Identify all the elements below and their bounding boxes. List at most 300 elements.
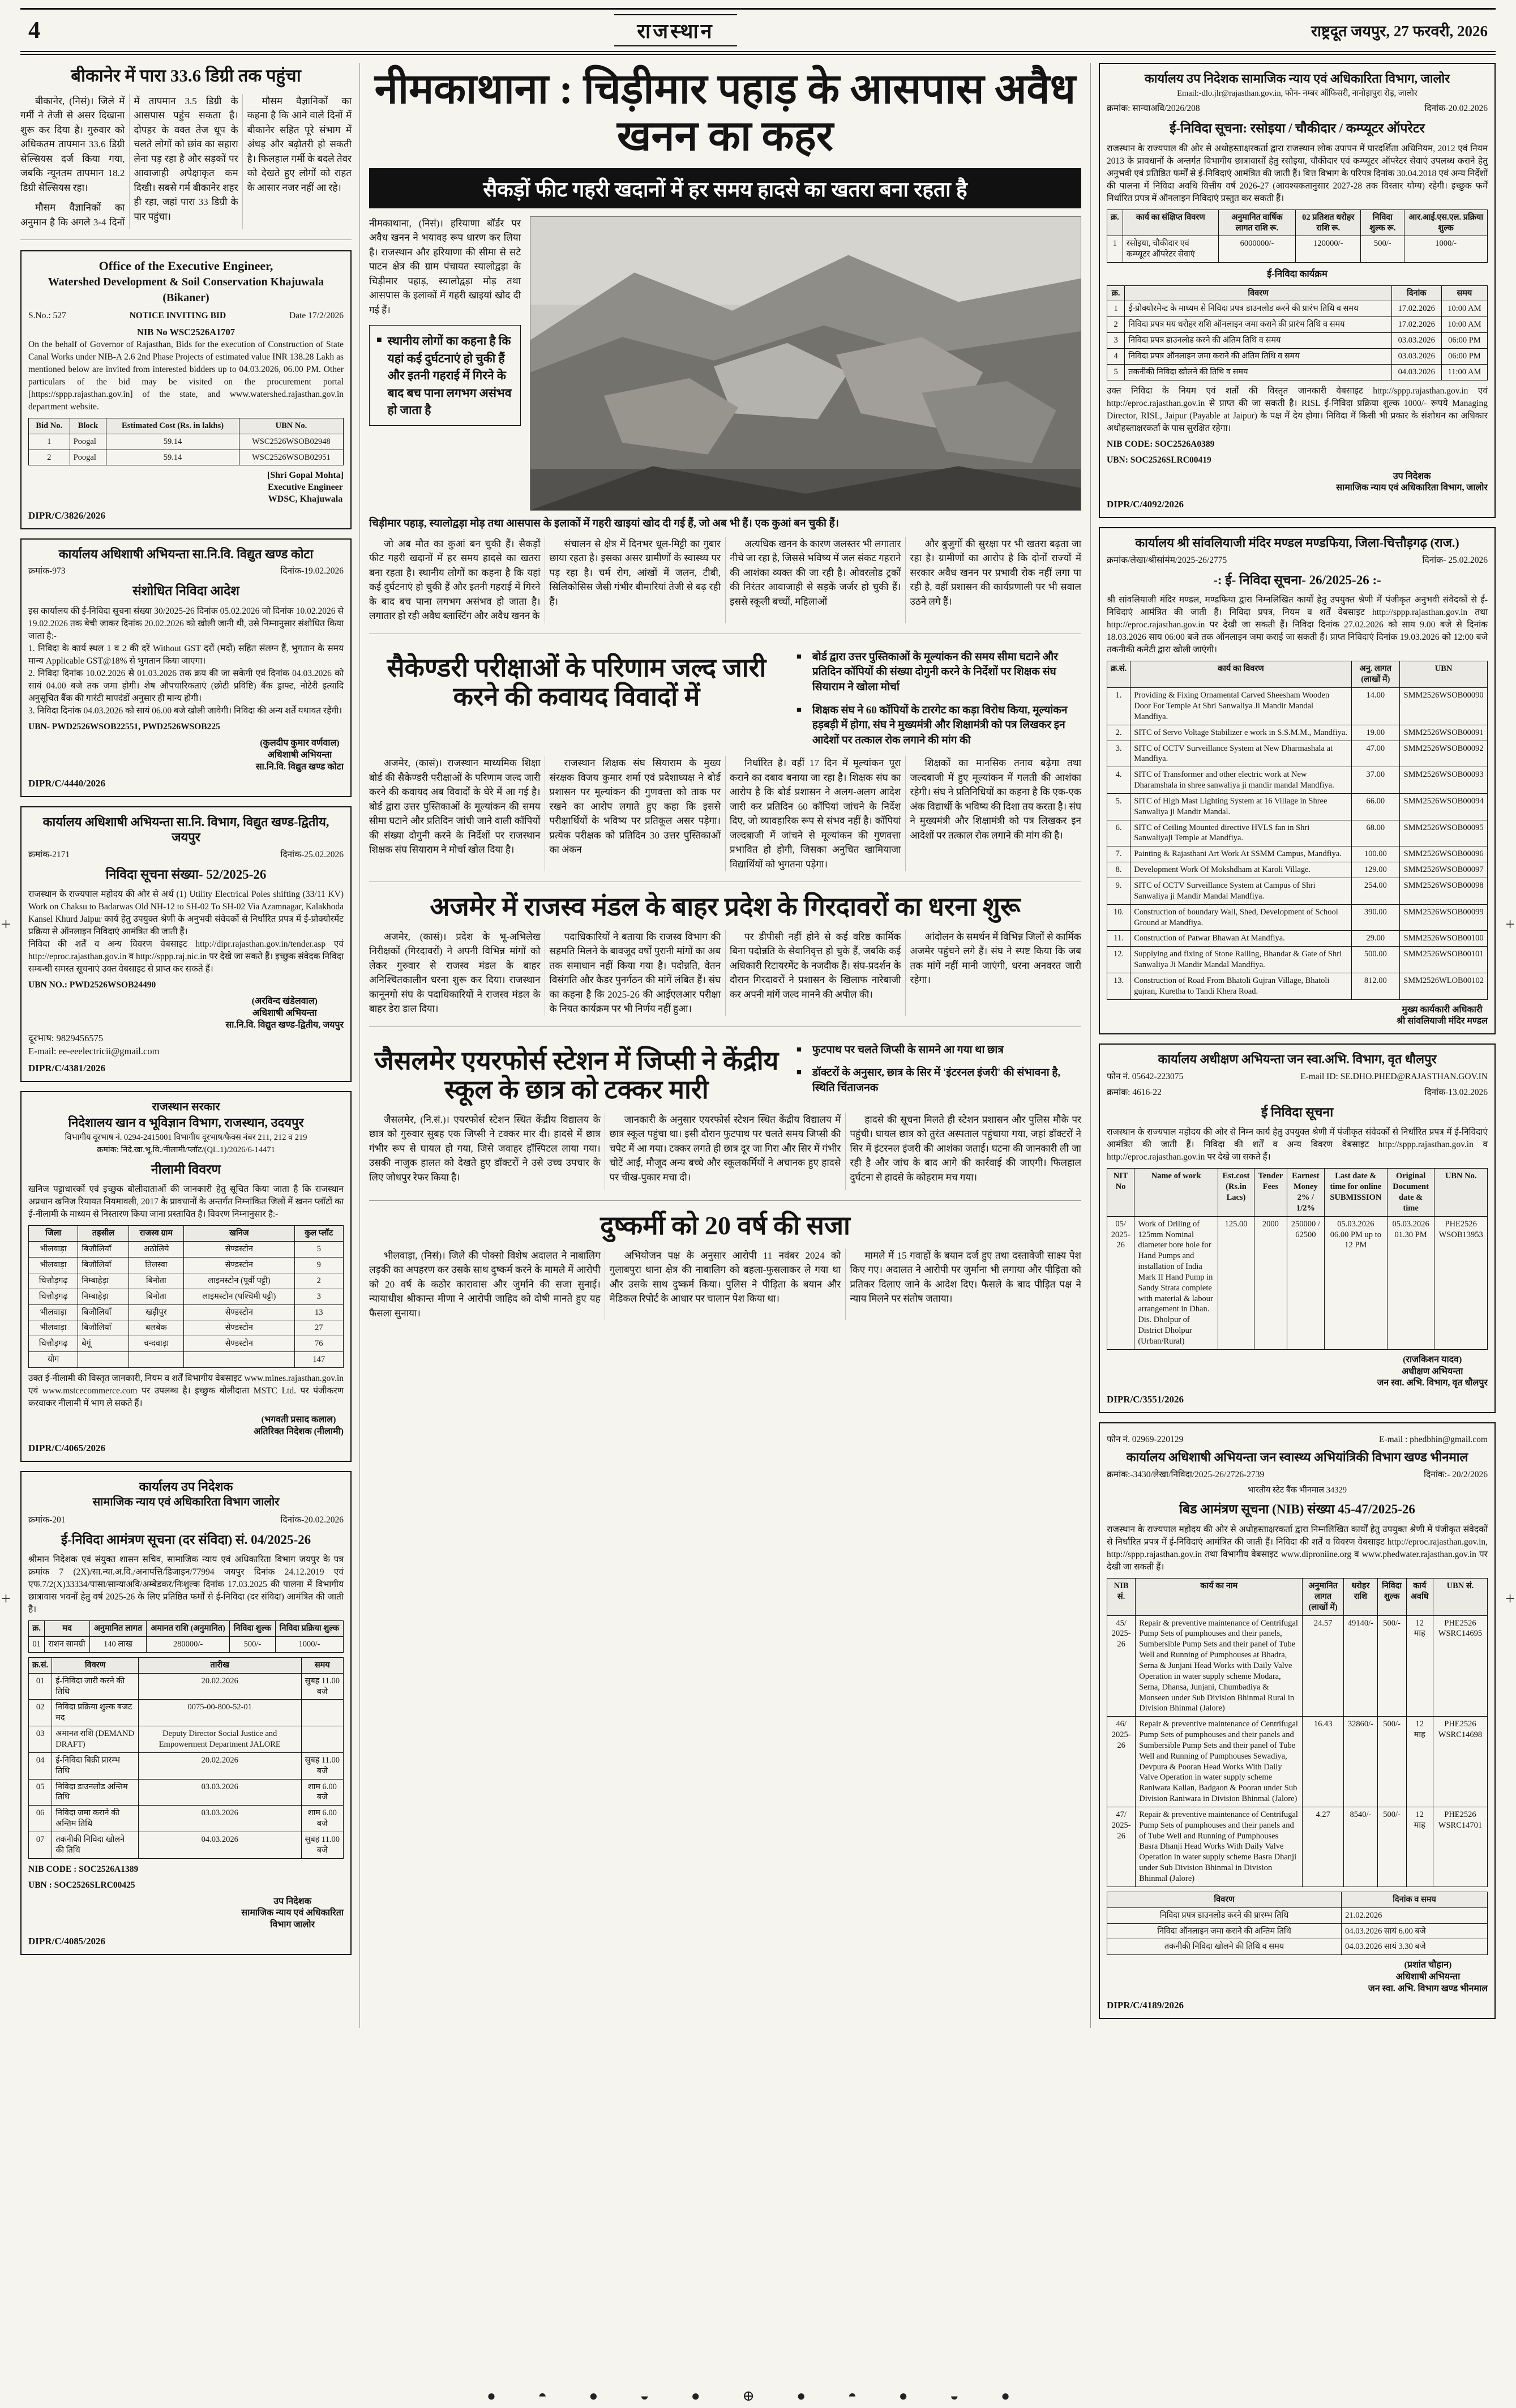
lead-headline: नीमकाथाना : चिड़ीमार पहाड़ के आसपास अवैध खनन का कहर [374, 66, 1076, 160]
article-paragraph: मामले में 15 गवाहों के बयान दर्ज हुए तथा दस्तावेजी साक्ष्य पेश किए गए। अदालत ने आरोपी पर जुर्माना भी लगाया और पीड़िता को प्रतिकर दिलाए जाने के आदेश दिए। फैसले के बाद पीड़ित पक्ष ने न्याय मिलने पर संतोष जताया। [850, 1250, 1081, 1304]
signatory-designation: अधिशाषी अभियन्ता [1395, 1972, 1461, 1982]
table-cell: 6. [1107, 820, 1130, 846]
table-cell: SMM2526WSOB00098 [1400, 878, 1488, 904]
column-header: निविदा शुल्क [1377, 1579, 1406, 1616]
notice-date: दिनांक-20.02.2026 [1424, 104, 1488, 114]
table-cell: निम्बाहेड़ा [78, 1289, 129, 1304]
table-cell: 100.00 [1351, 846, 1400, 862]
column-header: UBN सं. [1433, 1579, 1487, 1616]
table-cell [184, 1352, 294, 1368]
table-row [1107, 741, 1488, 767]
table-cell: 1000/- [1404, 236, 1488, 263]
article-headline: दुष्कर्मी को 20 वर्ष की सजा [600, 1211, 850, 1241]
meta-row [1107, 1469, 1488, 1481]
crop-mark: + [1505, 915, 1515, 934]
table-cell: निविदा प्रपत्र ऑनलाइन जमा कराने की अंतिम तिथि व समय [1125, 348, 1392, 364]
office-name: कार्यालय अधिशाषी अभियन्ता सा.नि.वि. विद्युत खण्ड कोटा [58, 546, 314, 561]
column-header: क्र. [29, 1621, 45, 1637]
column-header: कार्य का नाम [1136, 1579, 1303, 1616]
table-cell: 32860/- [1344, 1717, 1377, 1807]
table-header-row [1107, 1892, 1488, 1907]
signatory-name: उप निदेशक [273, 1896, 311, 1906]
table-cell: 05.03.2026 06.00 PM up to 12 PM [1324, 1216, 1387, 1349]
article-bullets [796, 644, 1081, 756]
notice-mines-auction [20, 1091, 352, 1462]
column-header: कुल प्लॉट [294, 1226, 343, 1242]
table-cell: 9. [1107, 878, 1130, 904]
table-cell: चित्तौड़गढ़ [29, 1336, 78, 1352]
column-header: क्र. [1107, 209, 1123, 236]
table-cell: बिजौलियाँ [78, 1258, 129, 1273]
table-cell: 19.00 [1351, 725, 1400, 741]
table-row [29, 1258, 344, 1273]
table-row [1107, 236, 1488, 263]
notice-title: संशोधित निविदा आदेश [132, 584, 239, 598]
table-cell: 07 [29, 1832, 52, 1858]
notice-date: दिनांक-13.02.2026 [1424, 1087, 1488, 1097]
table-cell: 8. [1107, 862, 1130, 878]
signatory-name: (कुलदीप कुमार वर्णवाल) [260, 738, 340, 749]
table-cell: 500/- [1361, 236, 1404, 263]
table-cell: चन्दवाड़ा [129, 1336, 184, 1352]
auction-plots-table [28, 1225, 344, 1368]
article-headline: सैकेण्डरी परीक्षाओं के परिणाम जल्द जारी करने की कवायद विवादों में [387, 653, 766, 712]
notice-date: दिनांक-20.02.2026 [280, 1515, 344, 1525]
table-cell: 45/ 2025-26 [1107, 1615, 1136, 1717]
table-cell: 04.03.2026 सायं 3.30 बजे [1342, 1939, 1488, 1955]
article-paragraph: अभियोजन पक्ष के अनुसार आरोपी 11 नवंबर 2024 को गुलाबपुरा थाना क्षेत्र की नाबालिग को बहला-फुसलाकर ले गया था और उसके साथ दुष्कर्म किया। पुलिस ने पीड़िता के बयान और मेडिकल रिपोर्ट के आधार पर चालान पेश किया था। [609, 1250, 841, 1304]
article-paragraph: पर डीपीसी नहीं होने से कई वरिष्ठ कार्मिक बिना पदोन्नति के सेवानिवृत्त हो चुके हैं, जबकि कई अधिकारी रिटायरमेंट के नजदीक हैं। संघ-प्रदर्शन के दौरान गिरदावरों ने प्रशासन के खिलाफ नारेबाजी कर अपनी मांगें जल्द मानने की अपील की। [730, 931, 901, 1000]
table-cell: 06:00 PM [1441, 333, 1487, 349]
article-paragraph: जैसलमेर, (नि.सं.)। एयरफोर्स स्टेशन स्थित केंद्रीय विद्यालय के छात्र को गुरुवार सुबह एक जिप्सी ने टक्कर मार दी। हादसे में छात्र गंभीर रूप से घायल हो गया, जिसे जवाहर हॉस्पिटल लाया गया। उसकी नाजुक हालत को देखते हुए डॉक्टरों ने उसे उच्च उपचार के लिए जोधपुर रेफर किया है। [369, 1114, 601, 1183]
column-header: विवरण [52, 1657, 139, 1673]
table-cell: 03.03.2026 [1391, 348, 1441, 364]
lead-photo [530, 216, 1081, 511]
table-cell: शाम 6.00 बजे [301, 1806, 343, 1832]
table-cell: 04.03.2026 सायं 6.00 बजे [1342, 1923, 1488, 1939]
table-header-row [1107, 661, 1488, 688]
table-cell: 3 [1107, 333, 1125, 349]
article-body [369, 1113, 1081, 1191]
table-row [29, 434, 344, 450]
office-email: E-mail: ee-eeelectricii@gmail.com [28, 1046, 160, 1057]
table-header-row [29, 1657, 344, 1673]
office-phone: फोन नं. 02969-220129 [1107, 1435, 1184, 1445]
column-header: क्र.सं. [1107, 661, 1130, 688]
column-header: NIB सं. [1107, 1579, 1136, 1616]
table-cell: 17.02.2026 [1391, 301, 1441, 317]
lead-paragraph: अत्यधिक खनन के कारण जलस्तर भी लगातार नीचे जा रहा है, जिससे भविष्य में जल संकट गहराने की आशंका व्यक्त की जा रही है। ओवरलोड ट्रकों की निरंतर आवाजाही से सड़कें जर्जर हो चुकी हैं। इससे स्कूली बच्चों, महिलाओं [730, 538, 901, 607]
notice-body: श्रीमान निदेशक एवं संयुक्त शासन सचिव, सामाजिक न्याय एवं अधिकारिता विभाग जयपुर के पत्र क्रमांक 7 (2X)/सा.न्या.अ.वि./अनापत्ति/डिजाइन/77994 जयपुर दिनांक 24.12.2019 एवं एफ.7/2(X)33334/पासा/सान्याअवि/अम्बेडकर/निःशुल्क दिनांक 17.03.2025 की पालना में विभागीय छात्रावास भवनों हेतु वर्ष 2025-26 के लिए प्रतिष्ठित फर्मों से ई-निविदा (दर संविदा) आमंत्रित की जाती है। [28, 1555, 344, 1615]
column-header: अनुमानित वार्षिक लागत राशि रू. [1218, 209, 1296, 236]
table-row [29, 1289, 344, 1304]
table-cell: PHE2526 WSRC14698 [1433, 1717, 1487, 1807]
table-cell: 24.57 [1303, 1615, 1344, 1717]
article-paragraph: जानकारी के अनुसार एयरफोर्स स्टेशन स्थित केंद्रीय विद्यालय में छात्र स्कूल पहुंचा था। इसी दौरान फुटपाथ पर चलते समय जिप्सी की चपेट में आ गया। टक्कर लगते ही छात्र दूर जा गिरा और सिर में गंभीर चोटें आईं, मौजूद अन्य बच्चे और स्कूलकर्मियों ने अचानक हुए हादसे पर चीख-पुकार मचा दी। [609, 1114, 841, 1183]
dipr-number: DIPR/C/4189/2026 [1107, 1999, 1184, 2011]
office-name: कार्यालय उप निदेशक सामाजिक न्याय एवं अधिकारिता विभाग, जालोर [1144, 71, 1450, 85]
table-cell: 03.03.2026 [138, 1779, 301, 1806]
table-cell: 500/- [1377, 1807, 1406, 1887]
article-body [20, 94, 352, 230]
serial-no: क्रमांक: निदे.खा.भू.वि./नीलामी/प्लॉट/(QL.1)/2026/6-14471 [97, 1145, 275, 1155]
table-row [1107, 301, 1488, 317]
table-cell: 140 लाख [89, 1637, 146, 1653]
table-cell: 05 [29, 1779, 52, 1806]
article-headline: अजमेर में राजस्व मंडल के बाहर प्रदेश के गिरदावरों का धरना शुरू [430, 892, 1021, 922]
table-cell: 2 [29, 450, 70, 465]
table-cell: 2000 [1254, 1216, 1287, 1349]
divider [20, 239, 352, 240]
table-cell: बलबेक [129, 1320, 184, 1336]
signatory-name: (भगवती प्रसाद कलाल) [261, 1414, 336, 1425]
column-header: मद [45, 1621, 90, 1637]
table-cell: 3 [294, 1289, 343, 1304]
table-cell: Construction of Patwar Bhawan At Mandfiya. [1130, 931, 1351, 947]
schedule-table [1107, 1892, 1488, 1955]
notice-body: राजस्थान के राज्यपाल की ओर से अधोहस्ताक्षरकर्ता द्वारा राजस्थान लोक उपापन में पारदर्शिता अधिनियम, 2012 एवं नियम 2013 के प्रावधानों के अन्तर्गत विभागीय छात्रावासों हेतु रसोइया, चौकीदार एवं कम्प्यूटर ऑपरेटर सेवाएं उपलब्ध कराने हेतु अनुभवी एवं प्रतिष्ठित फर्मों से ई-निविदाएं आमंत्रित की जाती हैं। वित्त विभाग के परिपत्र दिनांक 30.04.2018 एवं अन्य निर्देशों की पालना में निविदा अवधि वित्तीय वर्ष 2026-27 (आवश्यकतानुसार 2027-28 तक विस्तार योग्य) रहेगी। इच्छुक फर्में निर्धारित प्रपत्र में ऑनलाइन निविदाएं प्रस्तुत कर सकती हैं। [1107, 143, 1488, 203]
table-cell: 500/- [230, 1637, 276, 1653]
table-row [29, 1779, 344, 1806]
nib-code: NIB CODE : SOC2526A1389 [28, 1864, 139, 1874]
table-cell: 05/ 2025-26 [1107, 1216, 1134, 1349]
table-cell: भीलवाड़ा [29, 1258, 78, 1273]
office-phone-line: विभागीय दूरभाष नं. 0294-2415001 विभागीय दूरभाष/फैक्स नंबर 211, 212 व 219 [65, 1132, 307, 1142]
meta-row [28, 565, 344, 578]
lead-paragraph: जो अब मौत का कुआं बन चुकी हैं। सैकड़ों फीट गहरी खदानों में हर समय हादसे का खतरा बना रहता है। स्थानीय लोगों का कहना है कि यहां कई दुर्घटनाएं हो चुकी हैं और इतनी गहराई में गिरने के बाद बच पाना लगभग असंभव हो जाता है। लगातार हो रही अवैध ब्लास्टिंग और अवैध खनन के [369, 538, 541, 622]
table-row [1107, 931, 1488, 947]
table-cell: तिलस्वा [129, 1258, 184, 1273]
notice-paragraph: 1. निविदा के कार्य स्थल 1 व 2 की दरें Without GST दरों (मदों) सहित संलग्न हैं, भुगतान के समय मान्य Applicable GST@18% से भुगतान किया जाएगा। [28, 644, 344, 666]
notice-jalore-etender [1099, 63, 1496, 518]
table-cell: 17.02.2026 [1391, 317, 1441, 333]
table-row [1107, 1807, 1488, 1887]
table-row [29, 1726, 344, 1753]
serial-no: क्रमांक:-3430/लेखा/निविदा/2025-26/2726-2739 [1107, 1469, 1265, 1479]
notice-body: श्री सांवलियाजी मंदिर मण्डल, मण्डफिया द्वारा निम्नलिखित कार्यों हेतु उपयुक्त श्रेणी में पंजीकृत अनुभवी संवेदकों से ई-निविदाएं आमंत्रित की जाती हैं। निविदा प्रपत्र, नियम व शर्तें वेबसाइट http://sppp.rajasthan.gov.in तथा http://eproc.rajasthan.gov.in पर देखी जा सकती हैं। निविदा दिनांक 27.02.2026 को साय 9.00 बजे से दिनांक 18.03.2026 साय 06:00 बजे तक ऑनलाइन जमा कराई जा सकती हैं। प्राप्त निविदाएं दिनांक 19.03.2026 को 12:00 बजे तकनीकी कमेटी द्वारा खोली जाएंगी। [1107, 595, 1488, 655]
column-header: Name of work [1134, 1169, 1218, 1216]
notice-jaipur-division2-tender [20, 806, 352, 1082]
article-body [369, 1248, 1081, 1321]
table-row [29, 1637, 344, 1653]
table-cell: 2 [294, 1273, 343, 1289]
notice-body: राजस्थान के राज्यपाल महोदय की ओर से अधोहस्ताक्षरकर्ता द्वारा निम्नलिखित कार्यों हेतु उपयुक्त श्रेणी में पंजीकृत संवेदकों से निर्धारित प्रपत्र में ई-निविदाएं आमंत्रित की जाती हैं। निविदा की शर्तें व विवरण वेबसाइट http://eproc.rajasthan.gov.in, http://sppp.rajasthan.gov.in तथा विभागीय वेबसाइट www.diproniine.org व www.phedwater.rajasthan.gov.in पर देखी जा सकती हैं। [1107, 1525, 1488, 1572]
signatory-designation-2: सा.नि.वि. विद्युत खण्ड कोटा [255, 762, 344, 772]
table-cell: SMM2526WLOB00102 [1400, 973, 1488, 999]
article-paragraph: हादसे की सूचना मिलते ही स्टेशन प्रशासन और पुलिस मौके पर पहुंची। घायल छात्र को तुरंत अस्पताल पहुंचाया गया, जहां डॉक्टरों ने सिर में इंटरनल इंजरी की आशंका जताई। घटना की जानकारी ली जा रही है और जांच के बाद आगे की कार्रवाई की जाएगी। फिलहाल दुर्घटना से हादसे के कोहराम मच गया। [850, 1114, 1081, 1183]
table-cell: 3. [1107, 741, 1130, 767]
column-header: Last date & time for online SUBMISSION [1324, 1169, 1387, 1216]
table-row [29, 1304, 344, 1320]
table-row [29, 1673, 344, 1700]
table-cell: 11:00 AM [1441, 364, 1487, 380]
article-girdawar-dharna [369, 892, 1081, 1016]
table-cell: 14.00 [1351, 688, 1400, 725]
table-cell: 500.00 [1351, 947, 1400, 973]
ubn-number: UBN: SOC2526SLRC00419 [1107, 455, 1211, 465]
signature-block [1107, 1354, 1488, 1389]
table-cell: बिनोता [129, 1273, 184, 1289]
lead-intro-paragraph: नीमकाथाना, (निसं)। हरियाणा बॉर्डर पर अवैध खनन ने भयावह रूप धारण कर लिया है। राजस्थान और हरियाणा की सीमा से सटे पाटन क्षेत्र की ग्राम पंचायत स्यालोद्वड़ा के चिड़ीमार पहाड़, स्यालोद्वड़ा मोड़ तथा आसपास के इलाकों में गहरी खाइयां खोद दी गई हैं। [369, 217, 521, 315]
table-cell: लाइमस्टोन (पूर्वी पट्टी) [184, 1273, 294, 1289]
bullet-item: ■ शिक्षक संघ ने 60 कॉपियों के टारगेट का कड़ा विरोध किया, मूल्यांकन हड़बड़ी में होगा, संघ ने मुख्यमंत्री और शिक्षामंत्री को पत्र लिखकर इन आदेशों पर तत्काल रोक लगाने की मांग की [796, 703, 1081, 749]
table-cell: 66.00 [1351, 793, 1400, 820]
page-content [20, 63, 1496, 2028]
table-cell: सेण्डस्टोन [184, 1336, 294, 1352]
table-cell: 7. [1107, 846, 1130, 862]
article-pocso-sentence [369, 1211, 1081, 1320]
column-header: Block [70, 418, 106, 434]
notice-paragraph: राजस्थान के राज्यपाल महोदय की ओर से अर्थ (1) Utility Electrical Poles shifting (33/11 KV) Work on Chaksu to Badarwas Old NH-12 to SH-02 To SH-02 Via Azamnagar, Kalakhoda Kansel Khurd Jaipur कार्य हेतु उपयुक्त श्रेणी के अनुभवी संवेदकों से निर्धारित प्रपत्र में ई-प्रोक्योरमेंट प्रक्रिया से ऑनलाइन निविदाएं आमंत्रित की जाती हैं। [28, 889, 344, 937]
table-row [29, 1752, 344, 1779]
left-column [20, 63, 360, 2028]
table-cell: 250000 / 62500 [1287, 1216, 1324, 1349]
table-cell: 0075-00-800-52-01 [138, 1700, 301, 1726]
column-header: Est.cost (Rs.in Lacs) [1218, 1169, 1254, 1216]
signatory-designation: अधीक्षण अभियन्ता [1402, 1366, 1463, 1376]
column-header: तहसील [78, 1226, 129, 1242]
notice-body: खनिज पट्टाधारकों एवं इच्छुक बोलीदाताओं की जानकारी हेतु सूचित किया जाता है कि राजस्थान अप्रधान खनिज रियायत नियमावली, 2017 के प्रावधानों के अन्तर्गत निम्नांकित जिलों में खनन प्लॉटों का ई-नीलामी के माध्यम से निस्तारण किया जाना प्रस्तावित है। विवरण निम्नानुसार है:- [28, 1184, 344, 1220]
table-row [29, 1700, 344, 1726]
column-header: समय [1441, 285, 1487, 301]
table-cell: बिनोता [129, 1289, 184, 1304]
bullet-item: ■ डॉक्टरों के अनुसार, छात्र के सिर में 'इंटरनल इंजरी' की संभावना है, स्थिति चिंताजनक [796, 1066, 1081, 1096]
column-header: राजस्व ग्राम [129, 1226, 184, 1242]
table-cell: SITC of Transformer and other electric work at New Dharamshala in shree sanwaliya ji mandir mandal Mandfiya. [1130, 767, 1351, 794]
table-cell: 20.02.2026 [138, 1673, 301, 1700]
table-cell: 9 [294, 1258, 343, 1273]
table-cell: 04.03.2026 [138, 1832, 301, 1858]
government-name: राजस्थान सरकार [152, 1100, 220, 1113]
table-row [1107, 846, 1488, 862]
column-header: Bid No. [29, 418, 70, 434]
article-headline: जैसलमेर एयरफोर्स स्टेशन में जिप्सी ने केंद्रीय स्कूल के छात्र को टक्कर मारी [374, 1046, 779, 1105]
table-cell: 125.00 [1218, 1216, 1254, 1349]
table-cell: सुबह 11.00 बजे [301, 1752, 343, 1779]
table-cell: शाम 6.00 बजे [301, 1779, 343, 1806]
table-cell: 812.00 [1351, 973, 1400, 999]
dipr-number: DIPR/C/4381/2026 [28, 1062, 105, 1073]
table-cell: निविदा डाउनलोड अन्तिम तिथि [52, 1779, 139, 1806]
table-row [1107, 820, 1488, 846]
table-cell: SMM2526WSOB00101 [1400, 947, 1488, 973]
table-cell: 59.14 [106, 450, 239, 465]
table-cell: Poogal [70, 434, 106, 450]
table-cell: सुबह 11.00 बजे [301, 1673, 343, 1700]
table-header-row [29, 1226, 344, 1242]
lead-intro-column [369, 216, 521, 511]
notice-title: ई-निविदा सूचना: रसोइया / चौकीदार / कम्प्यूटर ऑपरेटर [1170, 121, 1425, 136]
table-cell: 03.03.2026 [138, 1806, 301, 1832]
table-cell: बिजौलियाँ [78, 1242, 129, 1258]
article-bikaner-weather [20, 66, 352, 229]
meta-row [1107, 102, 1488, 115]
signatory-name: उप निदेशक [1393, 471, 1431, 481]
table-cell: PHE2526 WSRC14695 [1433, 1615, 1487, 1717]
table-cell: 02 [29, 1700, 52, 1726]
table-cell: SMM2526WSOB00094 [1400, 793, 1488, 820]
table-cell: 16.43 [1303, 1717, 1344, 1807]
meta-row [1107, 1434, 1488, 1446]
table-cell: SITC of Ceiling Mounted directive HVLS fan in Shri Sanwaliyaji Temple at Mandfiya. [1130, 820, 1351, 846]
serial-no: S.No.: 527 [28, 310, 66, 320]
bullet-item: ■ बोर्ड द्वारा उत्तर पुस्तिकाओं के मूल्यांकन की समय सीमा घटाने और प्रतिदिन कॉपियों की संख्या दोगुनी करने के निर्देशों पर शिक्षक संघ सियाराम ने खोला मोर्चा [796, 650, 1081, 695]
ubn-number: UBN NO.: PWD2526WSOB24490 [28, 980, 156, 990]
table-cell: निविदा प्रक्रिया शुल्क बजट मद [52, 1700, 139, 1726]
ubn-number: UBN : SOC2526SLRC00425 [28, 1880, 135, 1890]
office-name-2: Watershed Development & Soil Conservation Khajuwala (Bikaner) [48, 275, 324, 305]
article-paragraph: मौसम वैज्ञानिकों का अनुमान है कि अगले 3-4 दिनों में तापमान 3.5 डिग्री के आसपास पहुंच सकता है। दोपहर के वक्त तेज धूप के चलते लोगों को छांव का सहारा लेना पड़ रहा है और सड़कों पर आवाजाही अपेक्षाकृत कम दिखी। सबसे गर्म बीकानेर शहर ही रहा, जहां पारा 33 डिग्री के पार पहुंचा। [20, 95, 238, 228]
column-header: Original Document date & time [1387, 1169, 1434, 1216]
table-row [29, 1352, 344, 1368]
signatory-name: मुख्य कार्यकारी अधिकारी [1402, 1004, 1483, 1015]
notice-title: नीलामी विवरण [151, 1162, 221, 1177]
table-cell: 2 [1107, 317, 1125, 333]
divider [369, 1026, 1081, 1027]
table-row [1107, 1216, 1488, 1349]
table-cell [129, 1352, 184, 1368]
table-row [29, 450, 344, 465]
quarry-photo-illustration [530, 217, 1081, 510]
signatory-designation: श्री सांवलियाजी मंदिर मण्डल [1396, 1016, 1488, 1026]
serial-no: क्रमांक: सान्याअवि/2026/208 [1107, 104, 1200, 114]
table-row [1107, 1939, 1488, 1955]
serial-no: क्रमांक-201 [28, 1515, 66, 1525]
notice-paragraph: इस कार्यालय की ई-निविदा सूचना संख्या 30/2025-26 दिनांक 05.02.2026 जो दिनांक 10.02.2026 से 19.02.2026 तक बेची जाकर दिनांक 20.02.2026 को खोली जानी थी, उसे निम्नानुसार संशोधित किया जाता है:- [28, 606, 344, 641]
office-name: कार्यालय अधिशाषी अभियन्ता जन स्वास्थ्य अभियांत्रिकी विभाग खण्ड भीनमाल [1126, 1450, 1468, 1465]
table-cell: निविदा जमा कराने की अन्तिम तिथि [52, 1806, 139, 1832]
dipr-number: DIPR/C/3826/2026 [28, 510, 105, 521]
table-row [1107, 862, 1488, 878]
signatory-designation: Executive Engineer [268, 482, 343, 493]
table-cell: Repair & preventive maintenance of Centrifugal Pump Sets of pumphouses and their panels, Sumbersible Pump Sets and their panel of Tube Well and Running of Pumphouses at Bhadra, Serna & Junjani Head Works with Daily Valve Operation in water supply scheme Modara, Serna, Dhansa, Junjani, Chumbadiya & Monseen under Sub Division Bhinmal Rural in Division Bhinmal (Jalore) [1136, 1615, 1303, 1717]
signatory-name: [Shri Gopal Mohta] [267, 471, 344, 481]
article-paragraph: मौसम वैज्ञानिकों का कहना है कि आने वाले दिनों में बीकानेर सहित पूरे संभाग में अंधड़ और बढ़ोतरी हो सकती है। फिलहाल गर्मी के बदले तेवर को देखते हुए लोगों को राहत के आसार नजर नहीं आ रहे। [247, 95, 352, 193]
table-header-row [1107, 285, 1488, 301]
table-cell: 13. [1107, 973, 1130, 999]
table-cell: 12. [1107, 947, 1130, 973]
registration-marks: ● ◓ ● ◒ ● ⊕ ● ◓ ● ◒ ● [487, 2388, 1029, 2404]
column-header: तारीख [138, 1657, 301, 1673]
table-cell [301, 1700, 343, 1726]
table-cell: भीलवाड़ा [29, 1304, 78, 1320]
table-row [1107, 1907, 1488, 1923]
table-cell: बिजौलियाँ [78, 1320, 129, 1336]
article-body [369, 930, 1081, 1016]
notice-date: दिनांक- 25.02.2026 [1422, 555, 1488, 565]
bullet-item: ■ फुटपाथ पर चलते जिप्सी के सामने आ गया था छात्र [796, 1043, 1081, 1058]
notice-title: बिड आमंत्रण सूचना (NIB) संख्या 45-47/2025-26 [1179, 1502, 1415, 1517]
table-header-row [1107, 1169, 1488, 1216]
table-row [29, 1242, 344, 1258]
notice-title: ई-निविदा आमंत्रण सूचना (दर संविदा) सं. 04/2025-26 [61, 1532, 311, 1547]
table-row [1107, 333, 1488, 349]
table-cell: 29.00 [1351, 931, 1400, 947]
table-cell: निविदा ऑनलाइन जमा कराने की अन्तिम तिथि [1107, 1923, 1342, 1939]
notice-title: NOTICE INVITING BID [129, 310, 226, 320]
table-cell: SITC of CCTV Surveillance System at New Dharmashala at Mandfiya. [1130, 741, 1351, 767]
table-cell: 06 [29, 1806, 52, 1832]
table-cell: Repair & preventive maintenance of Centrifugal Pump Sets of pumphouses and their panels and of Tube Well and Running of Pumphouses Basra Dhanji Head Works With Daily Valve Operation in water supply scheme Basra Dhanji under Sub Division Bhinmal in Division Bhinmal (Jalore) [1136, 1807, 1303, 1887]
notice-body [28, 888, 344, 976]
column-header: अनु. लागत (लाखों में) [1351, 661, 1400, 688]
table-cell: सेण्डस्टोन [184, 1242, 294, 1258]
table-cell: Providing & Fixing Ornamental Carved Sheesham Wooden Door For Temple At Shri Sanwaliya Ji Mandir Mandal Mandfiya. [1130, 688, 1351, 725]
dipr-number: DIPR/C/4440/2026 [28, 777, 105, 789]
meta-row [1107, 1087, 1488, 1099]
column-header: अनुमानित लागत [89, 1621, 146, 1637]
table-cell: 1 [1107, 301, 1125, 317]
table-cell: चित्तौड़गढ़ [29, 1289, 78, 1304]
column-header: दिनांक [1391, 285, 1441, 301]
table-row [1107, 364, 1488, 380]
column-header: खनिज [184, 1226, 294, 1242]
masthead [20, 8, 1496, 55]
table-cell: Development Work Of Mokshdham at Karoli Village. [1130, 862, 1351, 878]
cost-table [1107, 209, 1488, 263]
table-cell [78, 1352, 129, 1368]
table-row [1107, 947, 1488, 973]
notice-paragraph: 3. निविदा दिनांक 04.03.2026 को सायं 06.00 बजे खोली जावेगी। निविदा की अन्य शर्तें यथावत रहेंगी। [28, 706, 342, 716]
signature-block [1107, 1004, 1488, 1028]
lead-paragraph: और बुजुर्गों की सुरक्षा पर भी खतरा बढ़ता जा रहा है। ग्रामीणों का आरोप है कि दोनों राज्यों में सरकार अवैध खनन पर प्रभावी रोक नहीं लगा पा रही है, वहीं प्रशासन की कार्यप्रणाली पर भी सवाल उठने लगे हैं। [910, 538, 1081, 607]
table-cell: 1. [1107, 688, 1130, 725]
table-cell: Construction of boundary Wall, Shed, Development of School Ground at Mandfiya. [1130, 904, 1351, 931]
table-cell: लाइमस्टोन (पश्चिमी पट्टी) [184, 1289, 294, 1304]
table-header-row [1107, 1579, 1488, 1616]
table-cell: 06:00 PM [1441, 348, 1487, 364]
table-cell: 10:00 AM [1441, 301, 1487, 317]
office-email: E-mail : phedbhin@gmail.com [1378, 1435, 1488, 1445]
signatory-name: (प्रशांत चौहान) [1404, 1960, 1452, 1970]
lead-paragraph: संचालन से क्षेत्र में दिनभर धूल-मिट्टी का गुबार छाया रहता है। इसका असर ग्रामीणों के स्वास्थ्य पर पड़ रहा है। चर्म रोग, आंखों में जलन, टीबी, सिलिकोसिस जैसी गंभीर बीमारियां तेजी से बढ़ रही हैं। [549, 538, 721, 607]
table-cell: 12 माह [1406, 1615, 1433, 1717]
dipr-number: DIPR/C/4085/2026 [28, 1935, 105, 1947]
notice-paragraph: 2. निविदा दिनांक 10.02.2026 से 01.03.2026 तक क्रय की जा सकेगी एवं दिनांक 04.03.2026 को सायं 04.00 बजे तक जमा होगी। शेष औपचारिकताएं (छोटी प्रविष्टि) बैंक ड्राफ्ट, नोटेरी इत्यादि अनुसूचित बैंक की गारंटी मापदंडों अनुसार ही मान्य होगी। [28, 669, 344, 704]
serial-no: क्रमांक/लेखा/श्रीसांमंम/2025-26/2775 [1107, 555, 1227, 565]
table-cell: 12 माह [1406, 1807, 1433, 1887]
notice-sanwaliya-temple [1099, 527, 1496, 1034]
table-cell: 5. [1107, 793, 1130, 820]
table-header-row [29, 1621, 344, 1637]
table-cell: सेण्डस्टोन [184, 1320, 294, 1336]
meta-row [28, 310, 344, 322]
table-cell: Construction of Road From Bhatoli Gujran Village, Bhatoli gujran, Kuretha to Tandi Khera Road. [1130, 973, 1351, 999]
table-cell: 47.00 [1351, 741, 1400, 767]
notice-kota-revised-tender [20, 538, 352, 797]
table-row [29, 1832, 344, 1858]
table-cell: 10. [1107, 904, 1130, 931]
signature-block [1107, 1960, 1488, 1995]
column-header: UBN [1400, 661, 1488, 688]
office-name: कार्यालय अधिशाषी अभियन्ता सा.नि. विभाग, विद्युत खण्ड-द्वितीय, जयपुर [42, 814, 329, 845]
table-cell: रसोइया, चौकीदार एवं कम्प्यूटर ऑपरेटर सेवाएं [1123, 236, 1218, 263]
table-cell: 27 [294, 1320, 343, 1336]
table-cell: 04.03.2026 [1391, 364, 1441, 380]
column-header: निविदा प्रक्रिया शुल्क [275, 1621, 343, 1637]
table-cell: 500/- [1377, 1717, 1406, 1807]
table-cell: SMM2526WSOB00095 [1400, 820, 1488, 846]
table-row [1107, 878, 1488, 904]
column-header: क्र. [1107, 285, 1125, 301]
table-cell: 4. [1107, 767, 1130, 794]
table-cell: 04 [29, 1752, 52, 1779]
table-cell: SMM2526WSOB00096 [1400, 846, 1488, 862]
table-cell: 46/ 2025-26 [1107, 1717, 1136, 1807]
table-cell: 4 [1107, 348, 1125, 364]
signature-block [28, 1414, 344, 1438]
column-header: कार्य अवधि [1406, 1579, 1433, 1616]
